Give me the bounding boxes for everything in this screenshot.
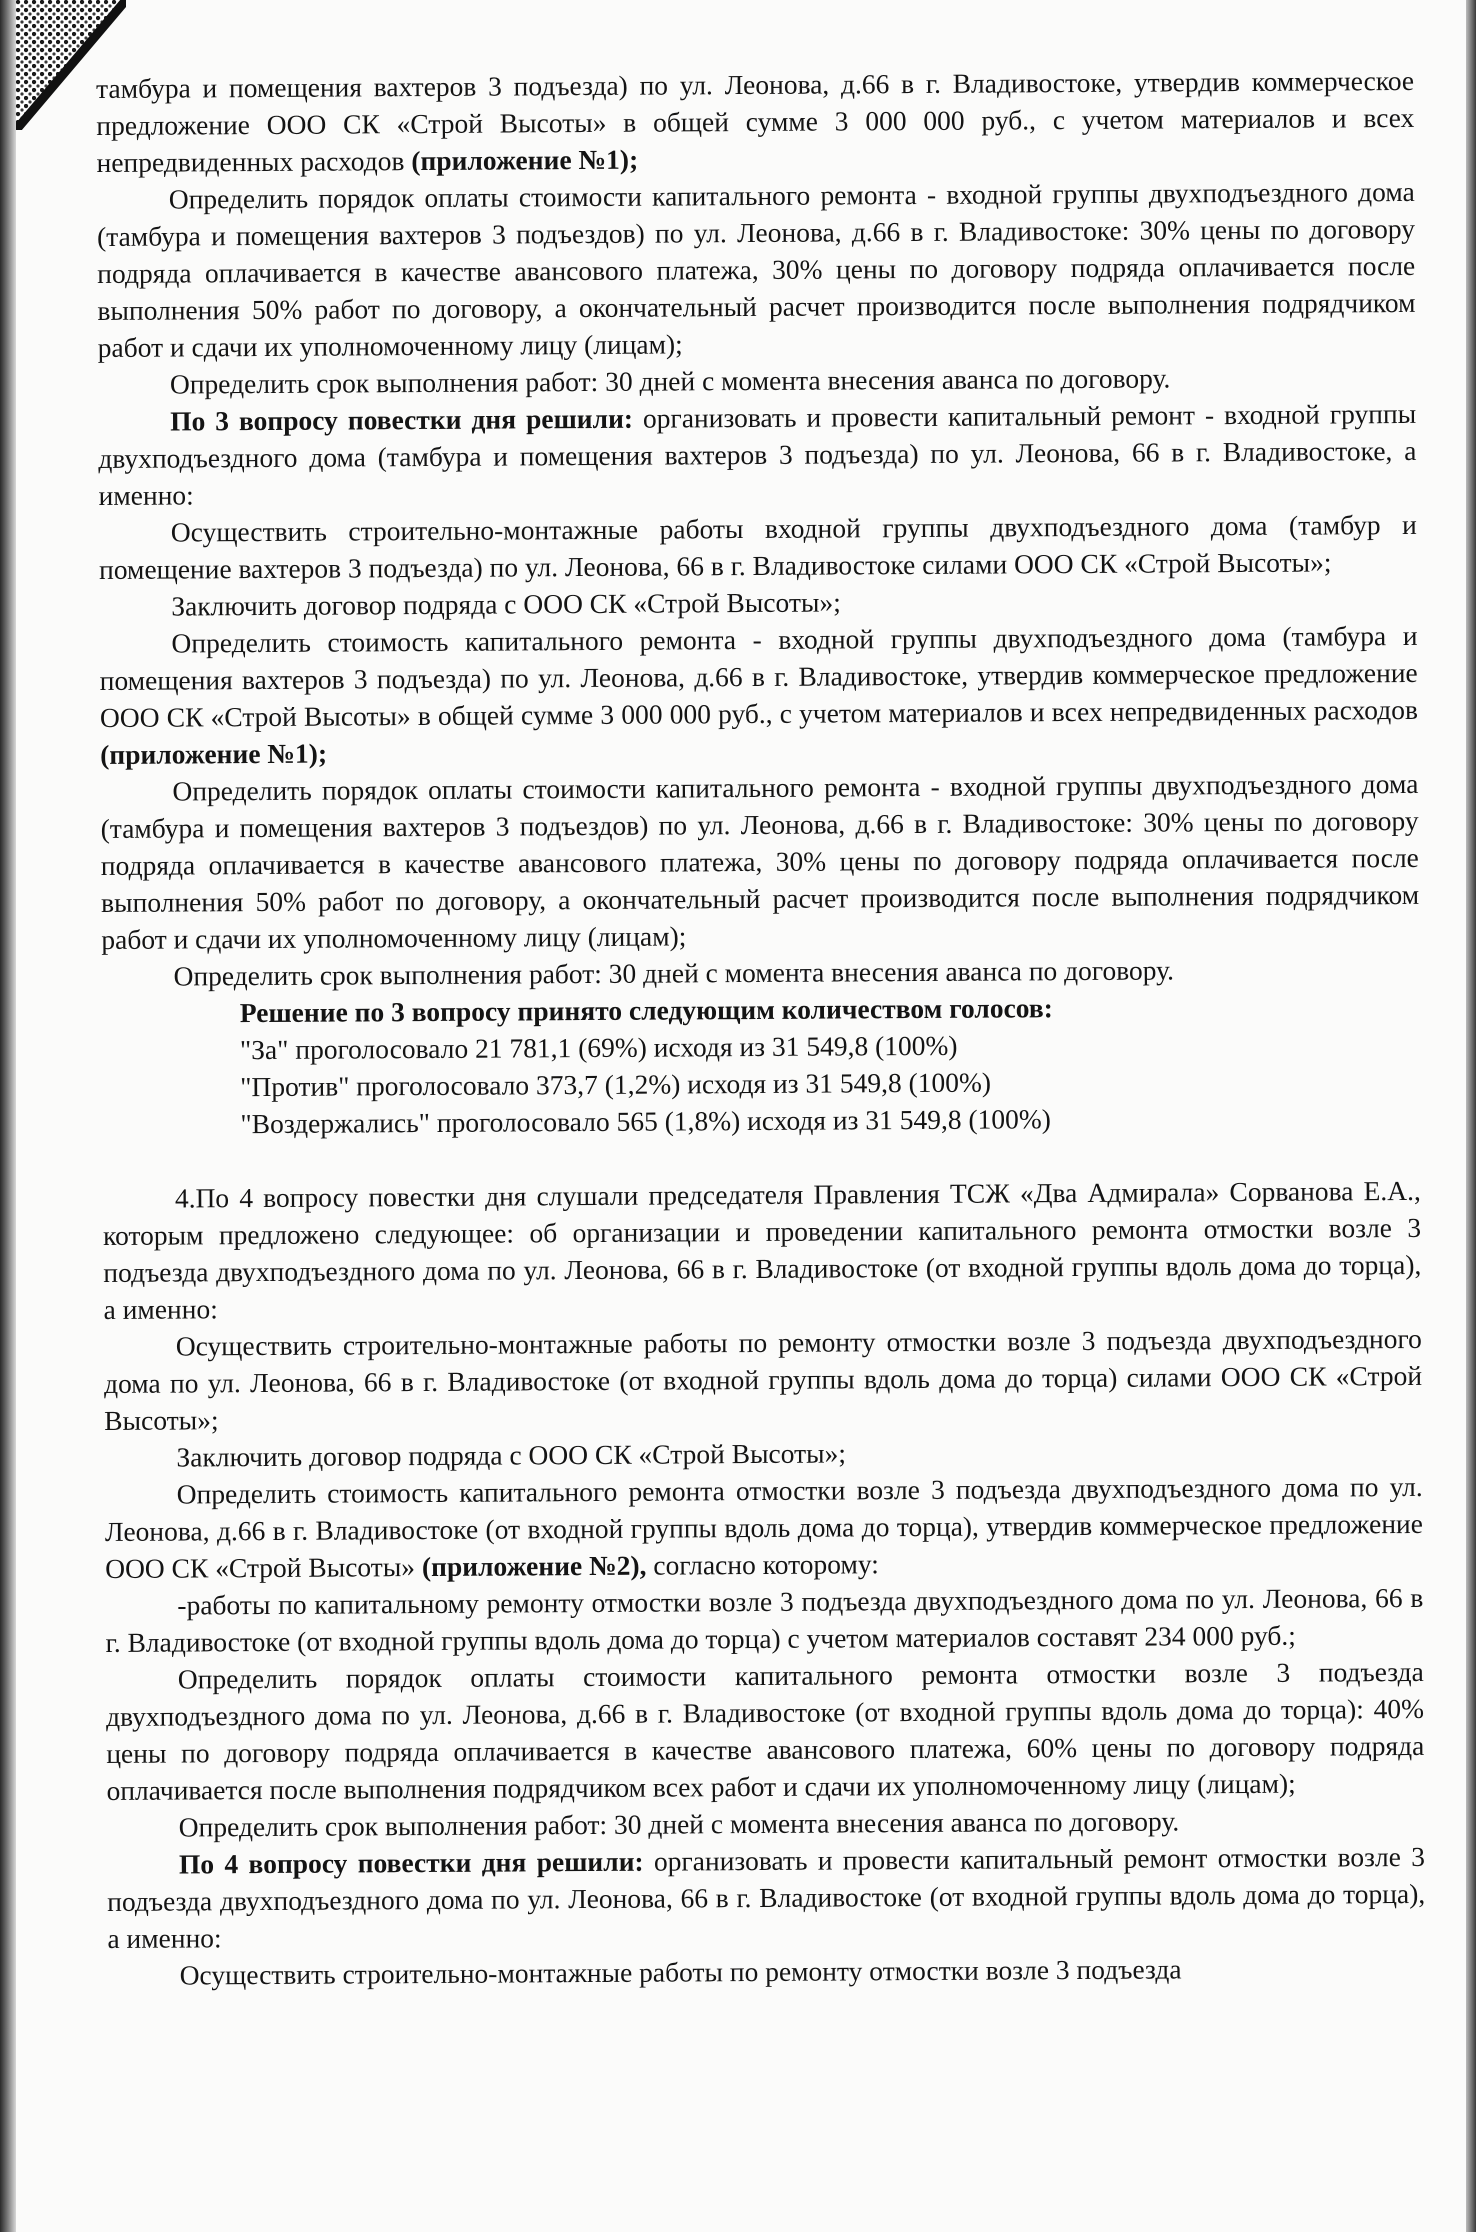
paragraph [105,1468,1424,1587]
paragraph [96,62,1415,181]
paragraph [98,395,1417,514]
paragraph [99,617,1418,773]
paragraph [100,765,1419,958]
paragraph [103,1172,1422,1328]
text-run: Заключить договор подряда с ООО СК «Строй Высоты»; [171,586,841,622]
text-run: Определить срок выполнения работ: 30 дней с момента внесения аванса по договору. [169,362,1171,400]
bold-text: (приложение №1); [411,143,639,177]
text-run: Определить порядок оплаты стоимости капитального ремонта - входной группы двухподъездного дома (тамбура и помещения вахтеров 3 подъездов) по ул. Леонова, д.66 в г. Владивостоке: 30% цены по договору подряда оплачивается в качестве авансового платежа, 30% цены по договору подряда оплачивается после выполнения 50% работ по договору, а окончательный расчет производится после выполнения подрядчиком работ и сдачи их уполномоченному лицу (лицам); [96,175,1416,363]
scan-edge-left [0,0,16,2232]
paragraph [107,1838,1426,1957]
text-run: тамбура и помещения вахтеров 3 подъезда) по ул. Леонова, д.66 в г. Владивостоке, утвердив коммерческое предложение ООО СК «Строй Высоты» в общей сумме 3 000 000 руб., с учетом материалов и всех непредвиденных расходов [96,64,1415,178]
text-run: Определить стоимость капитального ремонта - входной группы двухподъездного дома (тамбура и помещения вахтеров 3 подъезда) по ул. Леонова, д.66 в г. Владивостоке, утвердив коммерческое предложение ООО СК «Строй Высоты» в общей сумме 3 000 000 руб., с учетом материалов и всех непредвиденных расходов [99,619,1419,733]
paragraph [106,1653,1425,1809]
document-body [96,62,1426,1994]
bold-text: По 3 вопросу повестки дня решили: [170,402,634,437]
bold-text: (приложение №2), [421,1549,647,1583]
text-run: Заключить договор подряда с ООО СК «Строй Высоты»; [176,1437,847,1473]
bold-text: (приложение №1); [100,737,328,770]
text-run: согласно которому: [646,1548,879,1581]
text-run: "За" проголосовало 21 781,1 (69%) исходя из 31 549,8 (100%) [239,1029,958,1066]
text-run: Определить стоимость капитального ремонта отмостки возле 3 подъезда двухподъездного дома по ул. Леонова, д.66 в г. Владивостоке (от входной группы вдоль дома до торца), утвердив коммерческое предложение ООО СК «Строй Высоты» [104,1470,1423,1584]
paragraph [104,1320,1423,1439]
text-run: "Воздержались" проголосовало 565 (1,8%) исходя из 31 549,8 (100%) [240,1103,1052,1140]
text-run: -работы по капитальному ремонту отмостки возле 3 подъезда двухподъездного дома по ул. Леонова, 66 в г. Владивостоке (от входной группы вдоль дома до торца) с учетом материалов составят 234 000 руб.; [105,1581,1424,1658]
text-run: организовать и провести капитальный ремонт отмостки возле 3 подъезда двухподъездного дома по ул. Леонова, 66 в г. Владивостоке (от входной группы вдоль дома до торца), а именно: [107,1840,1426,1954]
text-run: "Против" проголосовало 373,7 (1,2%) исходя из 31 549,8 (100%) [240,1066,992,1103]
text-run: Осуществить строительно-монтажные работы входной группы двухподъездного дома (тамбур и помещение вахтеров 3 подъезда) по ул. Леонова, 66 в г. Владивостоке силами ООО СК «Строй Высоты»; [98,508,1417,585]
text-run: Осуществить строительно-монтажные работы по ремонту отмостки возле 3 подъезда [179,1953,1182,1991]
text-run: Определить порядок оплаты стоимости капитального ремонта отмостки возле 3 подъезда двухподъездного дома по ул. Леонова, д.66 в г. Владивостоке (от входной группы вдоль дома до торца): 40% цены по договору подряда оплачивается в качестве авансового платежа, 60% цены по договору подряда оплачивается после выполнения подрядчиком всех работ и сдачи их уполномоченному лицу (лицам); [105,1655,1425,1806]
text-run: Определить порядок оплаты стоимости капитального ремонта - входной группы двухподъездного дома (тамбура и помещения вахтеров 3 подъездов) по ул. Леонова, д.66 в г. Владивостоке: 30% цены по договору подряда оплачивается в качестве авансового платежа, 30% цены по договору подряда оплачивается после выполнения 50% работ по договору, а окончательный расчет производится после выполнения подрядчиком работ и сдачи их уполномоченному лицу (лицам); [100,767,1420,955]
paragraph [97,173,1416,366]
text-run: Определить срок выполнения работ: 30 дней с момента внесения аванса по договору. [178,1805,1180,1843]
text-run: организовать и провести капитальный ремонт - входной группы двухподъездного дома (тамбура и помещения вахтеров 3 подъезда) по ул. Леонова, 66 в г. Владивостоке, а именно: [98,397,1417,511]
paragraph [108,1949,1426,1994]
bold-text: По 4 вопросу повестки дня решили: [178,1845,644,1880]
text-run: 4.По 4 вопросу повестки дня слушали председателя Правления ТСЖ «Два Адмирала» Сорванова Е.А., которым предложено следующее: об организации и проведении капитального ремонта отмостки возле 3 подъезда двухподъездного дома по ул. Леонова, 66 в г. Владивостоке (от входной группы вдоль дома до торца), а именно: [103,1174,1422,1325]
paragraph [105,1579,1423,1661]
bold-text: Решение по 3 вопросу принято следующим количеством голосов: [239,992,1053,1029]
scan-edge-right [1466,0,1476,2232]
paragraph [99,506,1417,588]
text-run: Осуществить строительно-монтажные работы по ремонту отмостки возле 3 подъезда двухподъездного дома по ул. Леонова, 66 в г. Владивостоке (от входной группы вдоль дома до торца) силами ООО СК «Строй Высоты»; [103,1322,1423,1436]
text-run: Определить срок выполнения работ: 30 дней с момента внесения аванса по договору. [173,954,1175,992]
